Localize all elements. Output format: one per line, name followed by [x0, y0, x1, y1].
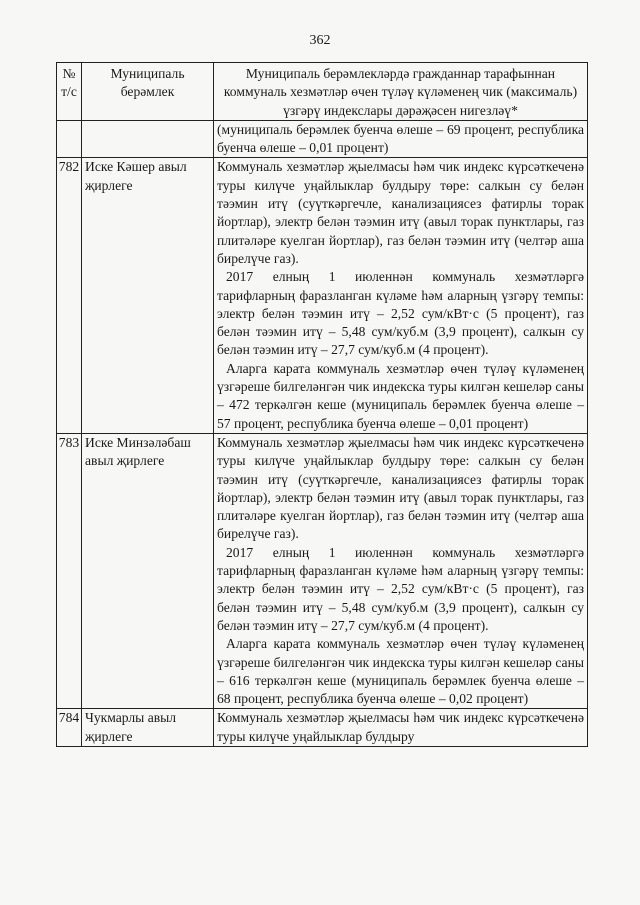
continuation-text: (муниципаль берәмлек буенча өлеше – 69 процент, республика буенча өлеше – 0,01 процент) [217, 121, 584, 156]
paragraph-tariffs: 2017 елның 1 июленнән коммуналь хезмәтләргә тарифларның фаразланган күләме һәм аларның үзгәрү темпы: электр белән тәэмин итү – 2,52 сум/кВт·с (5 процент), газ белән тәэмин итү – 5,48 сум/куб.м (3,9 процент), салкын су белән тәэмин итү – 27,7 сум/куб.м (4 процент). [217, 544, 584, 633]
municipality-name: Чукмарлы авыл җирлеге [82, 709, 214, 747]
cell-num-empty [57, 120, 82, 158]
table-row [57, 709, 588, 747]
paragraph-amenities: Коммуналь хезмәтләр җыелмасы һәм чик индекс күрсәткеченә туры килүче уңайлыклар булдыру [217, 710, 584, 744]
table-row [57, 158, 588, 433]
municipality-name: Иске Минзәләбаш авыл җирлеге [82, 433, 214, 708]
header-num: № т/с [57, 63, 82, 121]
paragraph-amenities: Коммуналь хезмәтләр җыелмасы һәм чик индекс күрсәткеченә туры килүче уңайлыклар булдыру төре: салкын су белән тәэмин итү (суүткәргечле, канализациясез фатирлы торак йортлар), электр белән тәэмин итү (авыл торак пунктлары, газ плитәләре куелган йортлар), газ белән тәэмин итү (челтәр аша бирелүче газ). [217, 434, 584, 542]
page-number: 362 [309, 33, 331, 48]
row-number: 784 [57, 709, 82, 747]
paragraph-persons: Аларга карата коммуналь хезмәтләр өчен түләү күләменең үзгәреше билгеләнгән чик индекска туры килгән кешеләр саны – 472 теркәлгән кеше (муниципаль берәмлек буенча өлеше – 57 процент, республика буенча өлеше – 0,01 процент) [217, 360, 584, 431]
row-description [214, 709, 588, 747]
header-description: Муниципаль берәмлекләрдә гражданнар тарафыннан коммуналь хезмәтләр өчен түләү күләменең чик (максималь) үзгәрү индекслары дәрәҗәсен нигезләү* [214, 63, 588, 121]
paragraph-tariffs: 2017 елның 1 июленнән коммуналь хезмәтләргә тарифларның фаразланган күләме һәм аларның үзгәрү темпы: электр белән тәэмин итү – 2,52 сум/кВт·с (5 процент), газ белән тәэмин итү – 5,48 сум/куб.м (3,9 процент), салкын су белән тәэмин итү – 27,7 сум/куб.м (4 процент). [217, 269, 584, 358]
table-row-continuation [57, 120, 588, 158]
paragraph-persons: Аларга карата коммуналь хезмәтләр өчен түләү күләменең үзгәреше билгеләнгән чик индекска туры килгән кешеләр саны – 616 теркәлгән кеше (муниципаль берәмлек буенча өлеше – 68 процент, республика буенча өлеше – 0,02 процент) [217, 636, 584, 707]
cell-continuation [214, 120, 588, 158]
row-description [214, 158, 588, 433]
municipality-name: Иске Кәшер авыл җирлеге [82, 158, 214, 433]
row-description [214, 433, 588, 708]
indices-table [56, 62, 588, 747]
paragraph-amenities: Коммуналь хезмәтләр җыелмасы һәм чик индекс күрсәткеченә туры килүче уңайлыклар булдыру төре: салкын су белән тәэмин итү (суүткәргечле, канализациясез фатирлы торак йортлар), электр белән тәэмин итү (авыл торак пунктлары, газ плитәләре куелган йортлар), газ белән тәэмин итү (челтәр аша бирелүче газ). [217, 159, 584, 266]
header-municipality: Муниципаль берәмлек [82, 63, 214, 121]
table-row [57, 433, 588, 708]
row-number: 782 [57, 158, 82, 433]
cell-name-empty [82, 120, 214, 158]
row-number: 783 [57, 433, 82, 708]
table-header-row [57, 63, 588, 121]
